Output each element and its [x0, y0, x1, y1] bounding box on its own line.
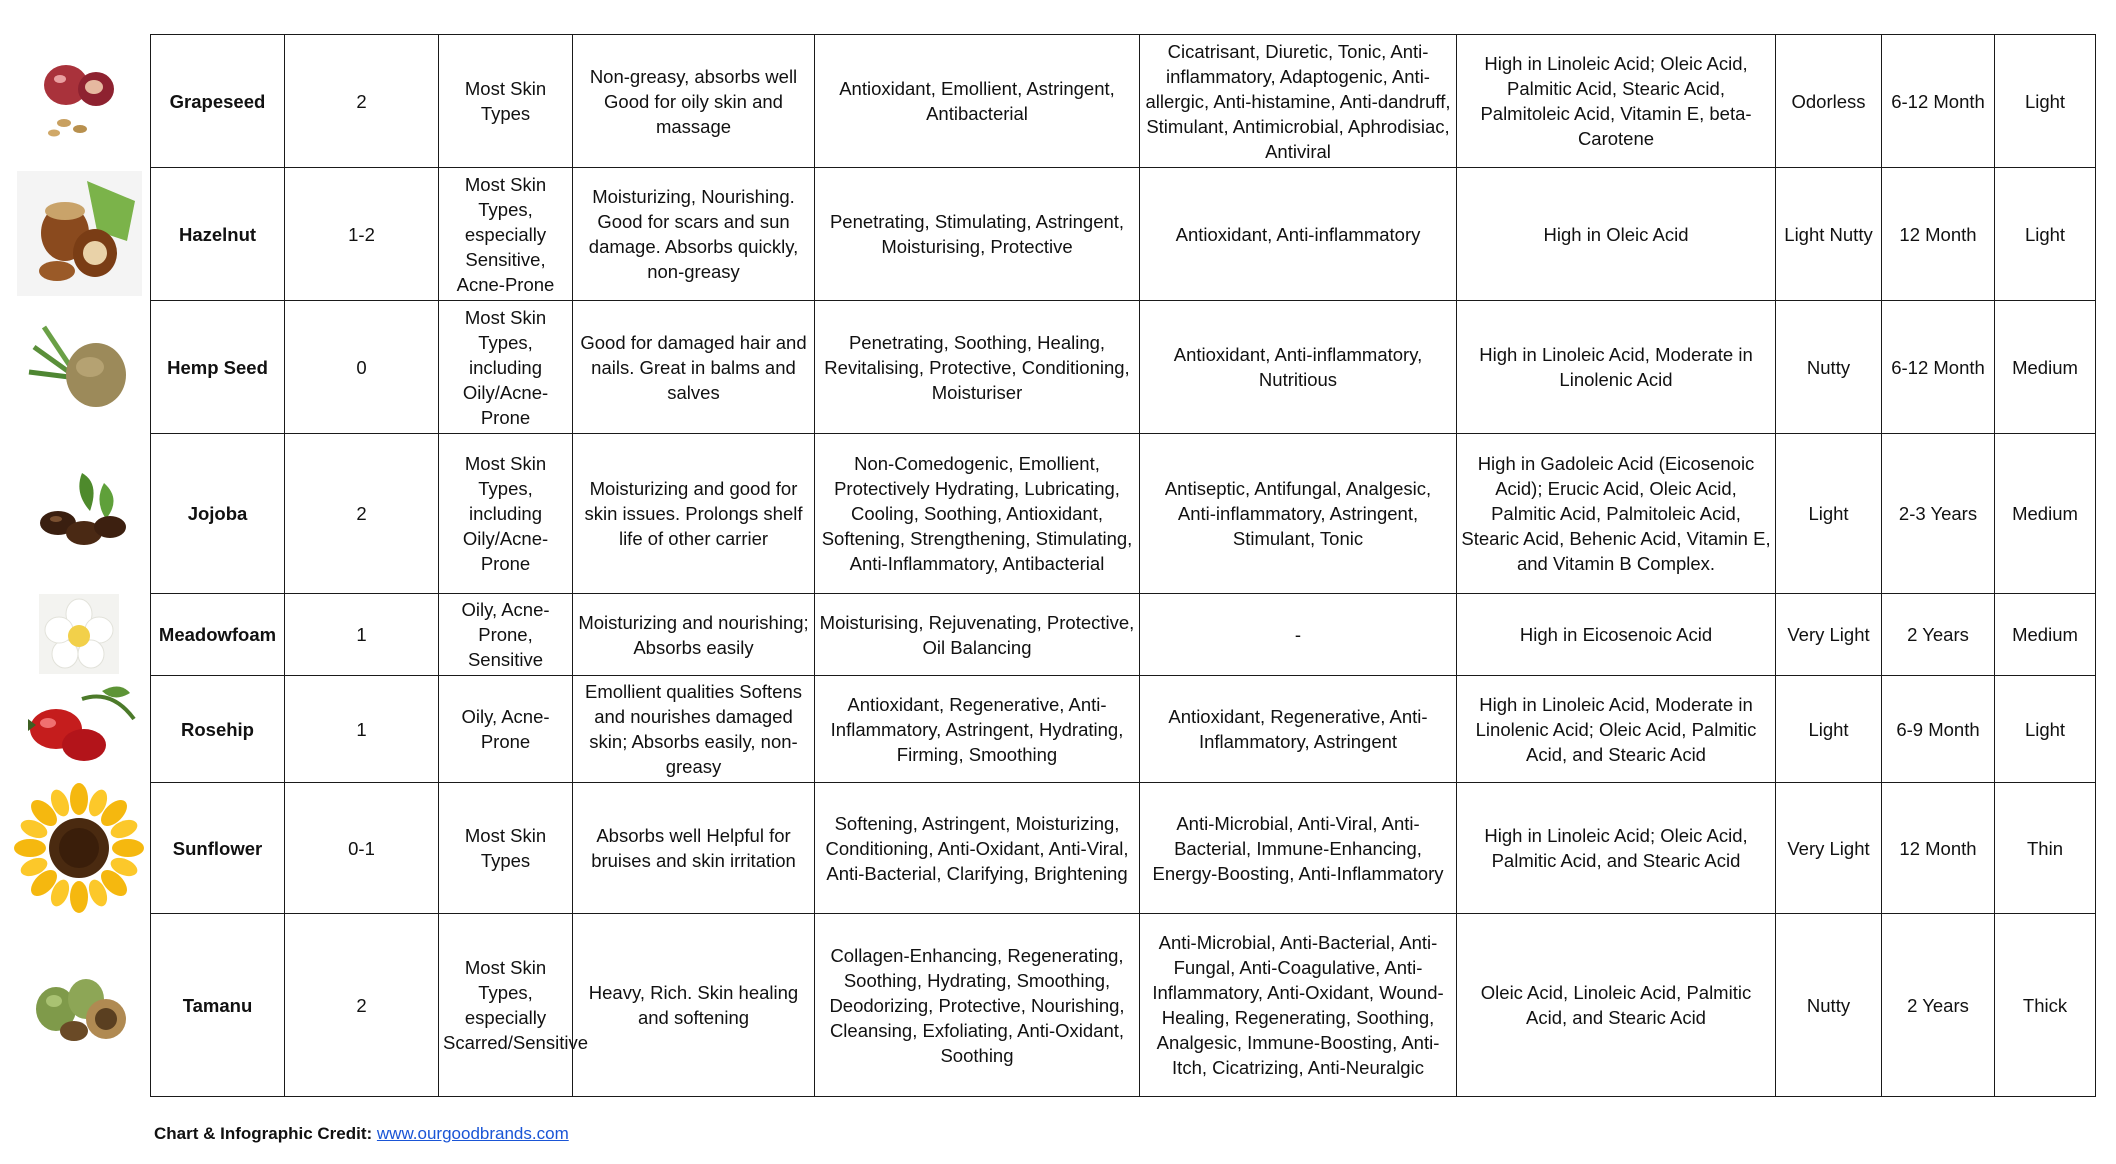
comedogenic-rating: 0-1 [285, 783, 439, 914]
therapeutic-properties: Antioxidant, Anti-inflammatory, Nutritious [1140, 301, 1457, 434]
usage-notes: Emollient qualities Softens and nourishes damaged skin; Absorbs easily, non-greasy [573, 676, 815, 783]
skin-properties: Softening, Astringent, Moisturizing, Conditioning, Anti-Oxidant, Anti-Viral, Anti-Bacterial, Clarifying, Brightening [815, 783, 1140, 914]
aroma: Light [1776, 676, 1882, 783]
oil-name: Sunflower [151, 783, 285, 914]
credit-line [154, 1124, 569, 1144]
shelf-life: 12 Month [1882, 783, 1995, 914]
skin-types: Most Skin Types, especially Scarred/Sensitive [439, 914, 573, 1097]
shelf-life: 12 Month [1882, 168, 1995, 301]
skin-properties: Collagen-Enhancing, Regenerating, Soothing, Hydrating, Smoothing, Deodorizing, Protective, Nourishing, Cleansing, Exfoliating, Anti-Oxidant, Soothing [815, 914, 1140, 1097]
fatty-acid-composition: High in Linoleic Acid; Oleic Acid, Palmitic Acid, Stearic Acid, Palmitoleic Acid, Vitamin E, beta-Carotene [1457, 35, 1776, 168]
oil-weight: Medium [1995, 301, 2096, 434]
skin-types: Most Skin Types [439, 783, 573, 914]
comedogenic-rating: 2 [285, 35, 439, 168]
hemp-seed-icon [14, 300, 144, 433]
skin-properties: Moisturising, Rejuvenating, Protective, Oil Balancing [815, 594, 1140, 676]
comedogenic-rating: 2 [285, 434, 439, 594]
table-row [151, 35, 2096, 168]
comedogenic-rating: 1 [285, 676, 439, 783]
rosehip-icon [14, 675, 144, 782]
therapeutic-properties: - [1140, 594, 1457, 676]
skin-types: Most Skin Types [439, 35, 573, 168]
fatty-acid-composition: High in Linoleic Acid; Oleic Acid, Palmitic Acid, and Stearic Acid [1457, 783, 1776, 914]
oil-name: Meadowfoam [151, 594, 285, 676]
hazelnut-icon [14, 167, 144, 300]
therapeutic-properties: Antioxidant, Regenerative, Anti-Inflammatory, Astringent [1140, 676, 1457, 783]
comedogenic-rating: 1-2 [285, 168, 439, 301]
skin-types: Most Skin Types, including Oily/Acne-Prone [439, 301, 573, 434]
aroma: Light Nutty [1776, 168, 1882, 301]
aroma: Very Light [1776, 594, 1882, 676]
meadowfoam-flower-icon [14, 593, 144, 675]
skin-types: Oily, Acne-Prone [439, 676, 573, 783]
skin-properties: Antioxidant, Regenerative, Anti-Inflammatory, Astringent, Hydrating, Firming, Smoothing [815, 676, 1140, 783]
shelf-life: 2 Years [1882, 594, 1995, 676]
comedogenic-rating: 1 [285, 594, 439, 676]
aroma: Very Light [1776, 783, 1882, 914]
skin-types: Most Skin Types, including Oily/Acne-Prone [439, 434, 573, 594]
usage-notes: Non-greasy, absorbs well Good for oily skin and massage [573, 35, 815, 168]
usage-notes: Absorbs well Helpful for bruises and skin irritation [573, 783, 815, 914]
oil-weight: Thin [1995, 783, 2096, 914]
shelf-life: 6-9 Month [1882, 676, 1995, 783]
comedogenic-rating: 2 [285, 914, 439, 1097]
credit-link[interactable]: www.ourgoodbrands.com [376, 1124, 569, 1143]
usage-notes: Moisturizing and nourishing; Absorbs easily [573, 594, 815, 676]
skin-properties: Antioxidant, Emollient, Astringent, Antibacterial [815, 35, 1140, 168]
skin-properties: Non-Comedogenic, Emollient, Protectively Hydrating, Lubricating, Cooling, Soothing, Antioxidant, Softening, Strengthening, Stimulating, Anti-Inflammatory, Antibacterial [815, 434, 1140, 594]
oil-name: Hazelnut [151, 168, 285, 301]
aroma: Odorless [1776, 35, 1882, 168]
credit-label: Chart & Infographic Credit: [154, 1124, 373, 1143]
therapeutic-properties: Cicatrisant, Diuretic, Tonic, Anti-inflammatory, Adaptogenic, Anti-allergic, Anti-histamine, Anti-dandruff, Stimulant, Antimicrobial, Aphrodisiac, Antiviral [1140, 35, 1457, 168]
therapeutic-properties: Anti-Microbial, Anti-Viral, Anti-Bacterial, Immune-Enhancing, Energy-Boosting, Anti-Inflammatory [1140, 783, 1457, 914]
fatty-acid-composition: High in Gadoleic Acid (Eicosenoic Acid); Erucic Acid, Oleic Acid, Palmitic Acid, Palmitoleic Acid, Stearic Acid, Behenic Acid, Vitamin E, and Vitamin B Complex. [1457, 434, 1776, 594]
fatty-acid-composition: High in Linoleic Acid, Moderate in Linolenic Acid [1457, 301, 1776, 434]
fatty-acid-composition: High in Oleic Acid [1457, 168, 1776, 301]
therapeutic-properties: Anti-Microbial, Anti-Bacterial, Anti-Fungal, Anti-Coagulative, Anti-Inflammatory, Anti-Oxidant, Wound-Healing, Regenerating, Soothing, Analgesic, Immune-Boosting, Anti-Itch, Cicatrizing, Anti-Neuralgic [1140, 914, 1457, 1097]
carrier-oil-table [150, 34, 2096, 1097]
therapeutic-properties: Antiseptic, Antifungal, Analgesic, Anti-inflammatory, Astringent, Stimulant, Tonic [1140, 434, 1457, 594]
skin-types: Most Skin Types, especially Sensitive, Acne-Prone [439, 168, 573, 301]
aroma: Nutty [1776, 914, 1882, 1097]
oil-weight: Thick [1995, 914, 2096, 1097]
oil-name: Rosehip [151, 676, 285, 783]
fatty-acid-composition: High in Linoleic Acid, Moderate in Linolenic Acid; Oleic Acid, Palmitic Acid, and Stearic Acid [1457, 676, 1776, 783]
table-row [151, 676, 2096, 783]
oil-name: Hemp Seed [151, 301, 285, 434]
shelf-life: 6-12 Month [1882, 35, 1995, 168]
fatty-acid-composition: Oleic Acid, Linoleic Acid, Palmitic Acid, and Stearic Acid [1457, 914, 1776, 1097]
oil-name: Tamanu [151, 914, 285, 1097]
oil-name: Jojoba [151, 434, 285, 594]
shelf-life: 2 Years [1882, 914, 1995, 1097]
usage-notes: Moisturizing, Nourishing. Good for scars and sun damage. Absorbs quickly, non-greasy [573, 168, 815, 301]
usage-notes: Heavy, Rich. Skin healing and softening [573, 914, 815, 1097]
therapeutic-properties: Antioxidant, Anti-inflammatory [1140, 168, 1457, 301]
oil-weight: Medium [1995, 434, 2096, 594]
oil-name: Grapeseed [151, 35, 285, 168]
oil-weight: Light [1995, 168, 2096, 301]
shelf-life: 6-12 Month [1882, 301, 1995, 434]
fatty-acid-composition: High in Eicosenoic Acid [1457, 594, 1776, 676]
aroma: Nutty [1776, 301, 1882, 434]
jojoba-icon [14, 433, 144, 593]
table-row [151, 168, 2096, 301]
table-row [151, 434, 2096, 594]
shelf-life: 2-3 Years [1882, 434, 1995, 594]
aroma: Light [1776, 434, 1882, 594]
tamanu-nut-icon [14, 913, 144, 1096]
oil-weight: Light [1995, 676, 2096, 783]
skin-properties: Penetrating, Stimulating, Astringent, Moisturising, Protective [815, 168, 1140, 301]
grapeseed-icon [14, 34, 144, 167]
oil-weight: Light [1995, 35, 2096, 168]
skin-types: Oily, Acne-Prone, Sensitive [439, 594, 573, 676]
skin-properties: Penetrating, Soothing, Healing, Revitalising, Protective, Conditioning, Moisturiser [815, 301, 1140, 434]
oil-weight: Medium [1995, 594, 2096, 676]
usage-notes: Good for damaged hair and nails. Great in balms and salves [573, 301, 815, 434]
sunflower-icon [14, 782, 144, 913]
table-row [151, 783, 2096, 914]
table-row [151, 594, 2096, 676]
table-row [151, 301, 2096, 434]
comedogenic-rating: 0 [285, 301, 439, 434]
table-row [151, 914, 2096, 1097]
usage-notes: Moisturizing and good for skin issues. Prolongs shelf life of other carrier [573, 434, 815, 594]
